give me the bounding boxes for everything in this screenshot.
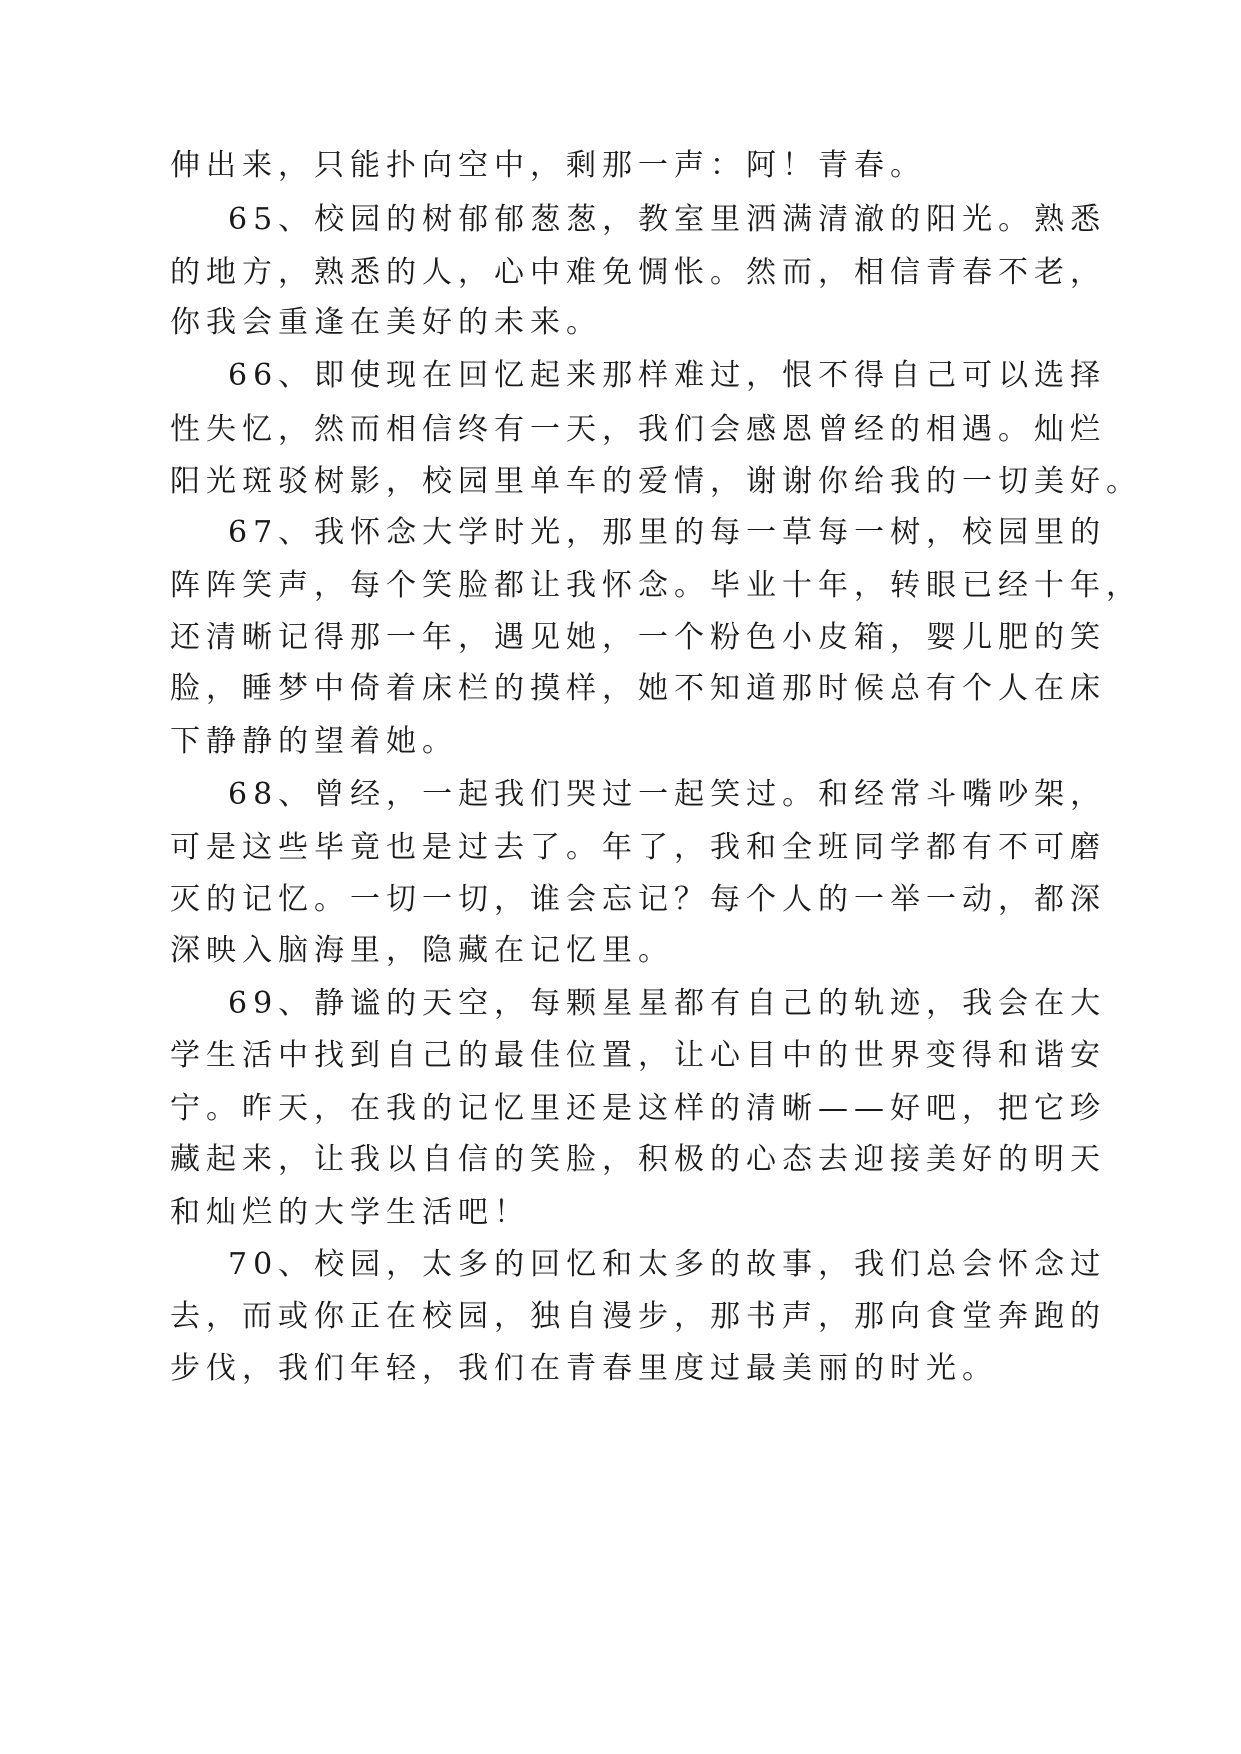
text-line: 学生活中找到自己的最佳位置，让心目中的世界变得和谐安 [170,1038,1106,1073]
text-line: 深映入脑海里，隐藏在记忆里。 [170,933,674,968]
text-line: 和灿烂的大学生活吧！ [170,1195,530,1230]
text-line: 性失忆，然而相信终有一天，我们会感恩曾经的相遇。灿烂 [170,412,1106,447]
text-line: 可是这些毕竟也是过去了。年了，我和全班同学都有不可磨 [170,830,1106,865]
text-line: 65、校园的树郁郁葱葱，教室里洒满清澈的阳光。熟悉 [228,202,1107,237]
text-line: 伸出来，只能扑向空中，剩那一声：阿！青春。 [170,148,926,183]
text-line: 66、即使现在回忆起来那样难过，恨不得自己可以选择 [228,358,1107,393]
text-line: 脸，睡梦中倚着床栏的摸样，她不知道那时候总有个人在床 [170,671,1106,706]
text-line: 67、我怀念大学时光，那里的每一草每一树，校园里的 [228,515,1107,550]
text-line: 去，而或你正在校园，独自漫步，那书声，那向食堂奔跑的 [170,1299,1106,1334]
text-line: 下静静的望着她。 [170,724,458,759]
text-line: 阵阵笑声，每个笑脸都让我怀念。毕业十年，转眼已经十年， [170,568,1142,603]
text-line: 68、曾经，一起我们哭过一起笑过。和经常斗嘴吵架， [228,777,1107,812]
text-line: 的地方，熟悉的人，心中难免惆怅。然而，相信青春不老， [170,255,1106,290]
text-line: 70、校园，太多的回忆和太多的故事，我们总会怀念过 [228,1247,1107,1282]
text-line: 宁。昨天，在我的记忆里还是这样的清晰——好吧，把它珍 [170,1091,1106,1126]
text-line: 69、静谧的天空，每颗星星都有自己的轨迹，我会在大 [228,986,1107,1021]
text-line: 你我会重逢在美好的未来。 [170,305,602,340]
text-line: 步伐，我们年轻，我们在青春里度过最美丽的时光。 [170,1351,998,1386]
text-line: 藏起来，让我以自信的笑脸，积极的心态去迎接美好的明天 [170,1142,1106,1177]
text-line: 阳光斑驳树影，校园里单车的爱情，谢谢你给我的一切美好。 [170,464,1142,499]
text-line: 还清晰记得那一年，遇见她，一个粉色小皮箱，婴儿肥的笑 [170,620,1106,655]
text-line: 灭的记忆。一切一切，谁会忘记？每个人的一举一动，都深 [170,882,1106,917]
